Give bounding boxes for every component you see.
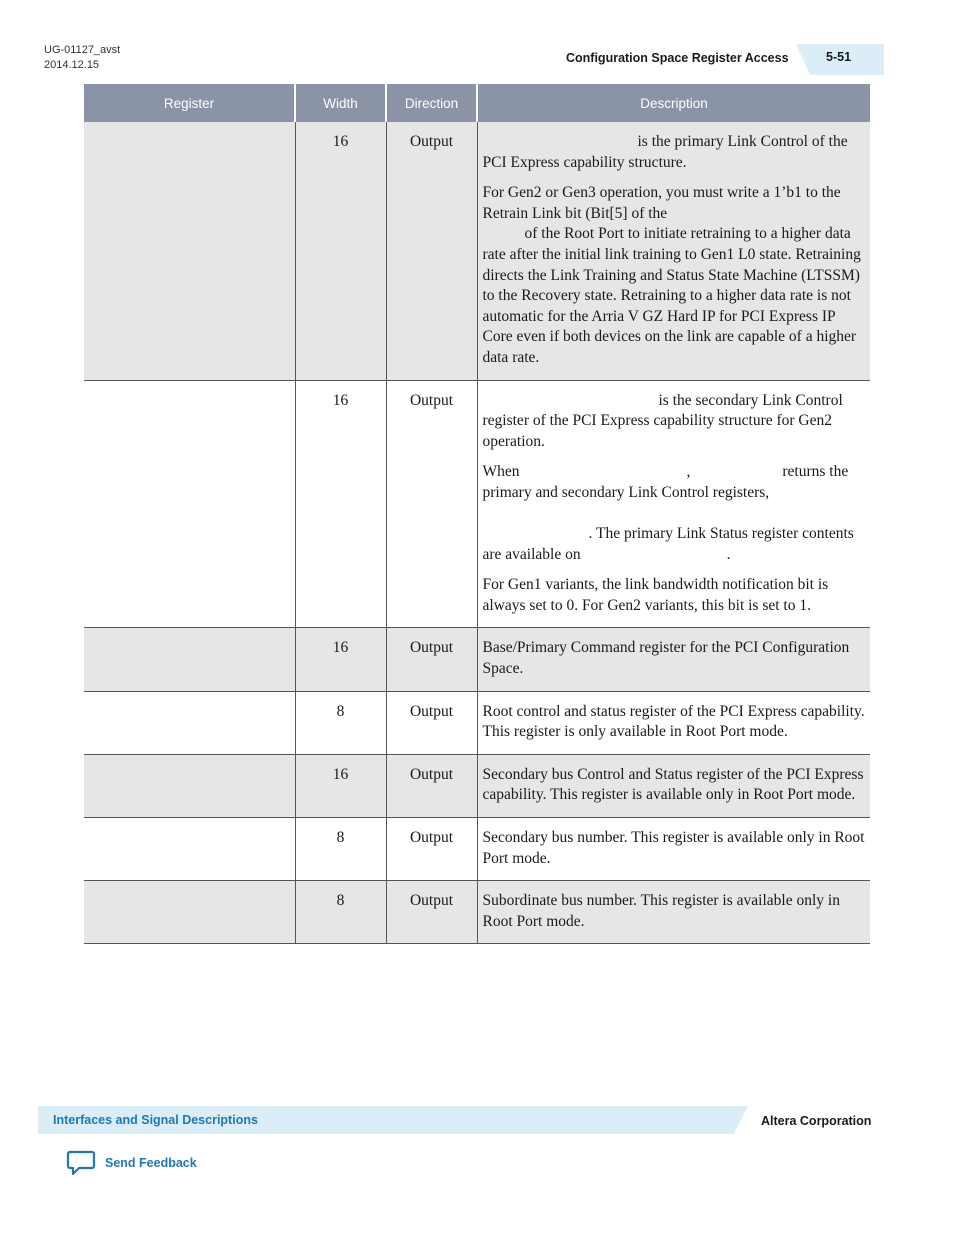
direction-cell: Output	[386, 881, 477, 944]
direction-cell: Output	[386, 380, 477, 628]
register-cell	[84, 818, 295, 881]
table-header-row	[84, 84, 870, 122]
description-paragraph: For Gen2 or Gen3 operation, you must write a 1’b1 to the Retrain Link bit (Bit[5] of the of the Root Port to initiate retraining to a higher data rate after the initial link training to Gen1 L0 state. Retraining directs the Link Training and Status State Machine (LTSSM) to the Recovery state. Retraining to a higher data rate is not automatic for the Arria V GZ Hard IP for PCI Express IP Core even if both devices on the link are capable of a higher data rate.	[482, 184, 861, 366]
doc-date: 2014.12.15	[44, 59, 100, 71]
description-paragraph: Secondary bus number. This register is available only in Root Port mode.	[482, 829, 865, 867]
description-cell	[477, 380, 870, 628]
register-cell	[84, 122, 295, 380]
width-cell: 16	[295, 122, 386, 380]
send-feedback-link[interactable]	[66, 1150, 197, 1176]
register-table	[84, 84, 870, 944]
description-paragraph: Secondary bus Control and Status register of the PCI Express capability. This register is available only in Root Port mode.	[482, 765, 864, 804]
direction-cell: Output	[386, 691, 477, 754]
register-cell	[84, 691, 295, 754]
description-paragraph: For Gen1 variants, the link bandwidth notification bit is always set to 0. For Gen2 variants, this bit is set to 1.	[482, 576, 829, 614]
table-row	[84, 380, 870, 628]
register-cell	[84, 754, 295, 817]
send-feedback-label[interactable]: Send Feedback	[105, 1156, 197, 1170]
description-cell	[477, 754, 870, 817]
width-cell: 8	[295, 691, 386, 754]
description-paragraph: Root control and status register of the PCI Express capability. This register is only available in Root Port mode.	[482, 702, 865, 741]
column-header-width: Width	[295, 84, 386, 122]
table-row	[84, 122, 870, 380]
width-cell: 8	[295, 881, 386, 944]
description-cell	[477, 818, 870, 881]
direction-cell: Output	[386, 818, 477, 881]
column-header-description: Description	[477, 84, 870, 122]
footer-section-link[interactable]: Interfaces and Signal Descriptions	[53, 1113, 258, 1127]
direction-cell: Output	[386, 628, 477, 691]
register-cell	[84, 380, 295, 628]
table-row	[84, 754, 870, 817]
description-paragraph: is the primary Link Control of the PCI Express capability structure.	[482, 133, 848, 171]
direction-cell: Output	[386, 122, 477, 380]
width-cell: 16	[295, 628, 386, 691]
description-paragraph: When , returns the primary and secondary Link Control registers, . The primary Link Status register contents are available on .	[482, 463, 854, 563]
table-row	[84, 691, 870, 754]
column-header-direction: Direction	[386, 84, 477, 122]
doc-id	[44, 43, 120, 73]
table-row	[84, 628, 870, 691]
description-paragraph: is the secondary Link Control register of the PCI Express capability structure for Gen2 operation.	[482, 391, 843, 450]
column-header-register: Register	[84, 84, 295, 122]
speech-bubble-icon	[66, 1150, 96, 1176]
description-paragraph: Subordinate bus number. This register is available only in Root Port mode.	[482, 892, 840, 930]
description-cell	[477, 881, 870, 944]
doc-number: UG-01127_avst	[44, 44, 121, 56]
page-number: 5-51	[826, 50, 852, 64]
width-cell: 16	[295, 380, 386, 628]
description-cell	[477, 691, 870, 754]
direction-cell: Output	[386, 754, 477, 817]
section-title: Configuration Space Register Access	[566, 51, 789, 65]
description-cell	[477, 628, 870, 691]
width-cell: 16	[295, 754, 386, 817]
width-cell: 8	[295, 818, 386, 881]
footer-company: Altera Corporation	[761, 1114, 872, 1128]
description-cell	[477, 122, 870, 380]
register-cell	[84, 628, 295, 691]
table-row	[84, 881, 870, 944]
register-cell	[84, 881, 295, 944]
table-row	[84, 818, 870, 881]
description-paragraph: Base/Primary Command register for the PCI Configuration Space.	[482, 639, 850, 678]
